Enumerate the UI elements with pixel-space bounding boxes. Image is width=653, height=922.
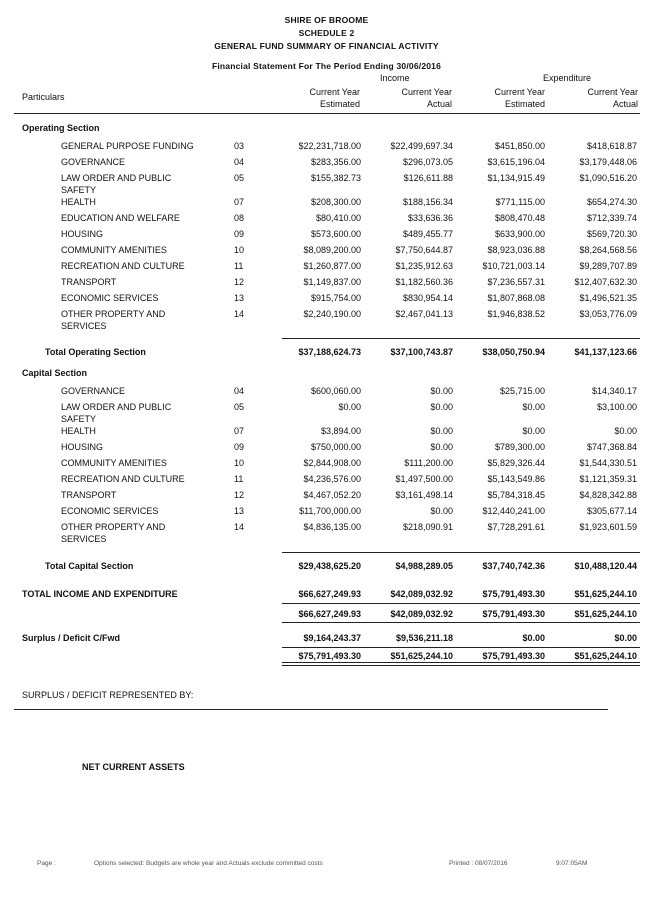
capital-row-code: 07 <box>234 426 245 436</box>
operating-row-value-col3: $10,721,003.14 <box>482 261 545 271</box>
capital-row-label: ECONOMIC SERVICES <box>61 506 159 516</box>
represented-by-label: SURPLUS / DEFICIT REPRESENTED BY: <box>22 690 194 700</box>
expenditure-header: Expenditure <box>543 73 592 83</box>
capital-row-value-col4: $1,121,359.31 <box>579 474 637 484</box>
grand-total-col2: $42,089,032.92 <box>390 589 453 599</box>
capital-row-value-col1: $3,894.00 <box>320 426 361 436</box>
capital-row-value-col3: $0.00 <box>522 426 545 436</box>
operating-row-value-col2: $1,182,560.36 <box>395 277 453 287</box>
col4-header <box>558 86 638 110</box>
capital-row-value-col2: $3,161,498.14 <box>395 490 453 500</box>
col1-header-line2: Estimated <box>319 99 360 109</box>
represented-by-rule <box>14 709 608 710</box>
operating-row-code: 13 <box>234 293 245 303</box>
operating-row-value-col4: $8,264,568.56 <box>579 245 637 255</box>
capital-row-value-col3: $5,784,318.45 <box>487 490 545 500</box>
operating-row-value-col2: $188,156.34 <box>402 197 453 207</box>
capital-row-code: 05 <box>234 402 245 412</box>
operating-row-value-col4: $3,053,776.09 <box>579 309 637 319</box>
operating-row-value-col1: $8,089,200.00 <box>303 245 361 255</box>
capital-row-label: RECREATION AND CULTURE <box>61 474 185 484</box>
surplus-total-col3: $75,791,493.30 <box>482 651 545 661</box>
footer-time: 9:07:05AM <box>556 860 588 867</box>
operating-total-col4: $41,137,123.66 <box>574 347 637 357</box>
operating-row-label: EDUCATION AND WELFARE <box>61 213 180 223</box>
operating-row-value-col1: $1,260,877.00 <box>303 261 361 271</box>
operating-row-value-col1: $1,149,837.00 <box>303 277 361 287</box>
capital-row-code: 04 <box>234 386 245 396</box>
operating-row-value-col3: $3,615,196.04 <box>487 157 545 167</box>
surplus-total-col2: $51,625,244.10 <box>390 651 453 661</box>
capital-total-label: Total Capital Section <box>45 561 134 571</box>
capital-total-col4: $10,488,120.44 <box>574 561 637 571</box>
org-name: SHIRE OF BROOME <box>284 15 369 25</box>
capital-heading: Capital Section <box>22 368 88 378</box>
operating-row-code: 09 <box>234 229 245 239</box>
operating-row-value-col4: $712,339.74 <box>586 213 637 223</box>
capital-row-value-col4: $1,923,601.59 <box>579 522 637 532</box>
operating-row-value-col4: $1,496,521.35 <box>579 293 637 303</box>
capital-row-code: 12 <box>234 490 245 500</box>
operating-row-code: 04 <box>234 157 245 167</box>
grand-total-rule <box>282 603 640 604</box>
operating-row-value-col3: $7,236,557.31 <box>487 277 545 287</box>
operating-row-value-col1: $208,300.00 <box>310 197 361 207</box>
capital-row-value-col3: $0.00 <box>522 402 545 412</box>
capital-row-value-col3: $25,715.00 <box>499 386 545 396</box>
capital-row-value-col1: $4,467,052.20 <box>303 490 361 500</box>
operating-row-label: COMMUNITY AMENITIES <box>61 245 167 255</box>
col4-header-line2: Actual <box>612 99 638 109</box>
operating-row-value-col1: $573,600.00 <box>310 229 361 239</box>
capital-row-value-col3: $7,728,291.61 <box>487 522 545 532</box>
col2-header-line1: Current Year <box>401 87 452 97</box>
operating-total-col2: $37,100,743.87 <box>390 347 453 357</box>
operating-row-code: 08 <box>234 213 245 223</box>
operating-row-value-col3: $808,470.48 <box>494 213 545 223</box>
operating-row-code: 14 <box>234 309 245 319</box>
operating-row-code: 10 <box>234 245 245 255</box>
capital-row-value-col3: $5,829,326.44 <box>487 458 545 468</box>
particulars-header: Particulars <box>22 92 65 102</box>
operating-row-value-col1: $2,240,190.00 <box>303 309 361 319</box>
grand-total-col1: $66,627,249.93 <box>298 589 361 599</box>
operating-row-code: 12 <box>234 277 245 287</box>
operating-row-value-col2: $489,455.77 <box>402 229 453 239</box>
operating-total-col3: $38,050,750.94 <box>482 347 545 357</box>
grand-total-col4: $51,625,244.10 <box>574 589 637 599</box>
capital-row-label: HEALTH <box>61 426 96 436</box>
capital-row-value-col4: $747,368.84 <box>586 442 637 452</box>
operating-row-value-col1: $283,356.00 <box>310 157 361 167</box>
operating-row-code: 11 <box>234 261 244 271</box>
surplus-double-underline <box>282 662 640 666</box>
surplus-total-col4: $51,625,244.10 <box>574 651 637 661</box>
operating-row-code: 03 <box>234 141 245 151</box>
operating-row-value-col4: $9,289,707.89 <box>579 261 637 271</box>
operating-row-label-cont: SERVICES <box>61 321 107 331</box>
operating-row-label: HOUSING <box>61 229 104 239</box>
surplus-col1: $9,164,243.37 <box>303 633 361 643</box>
capital-row-code: 09 <box>234 442 245 452</box>
operating-row-value-col3: $633,900.00 <box>494 229 545 239</box>
grand-total-label: TOTAL INCOME AND EXPENDITURE <box>22 589 178 599</box>
operating-row-value-col1: $155,382.73 <box>310 173 361 183</box>
capital-row-value-col4: $305,677.14 <box>586 506 637 516</box>
operating-row-label: LAW ORDER AND PUBLIC <box>61 173 172 183</box>
col3-header-line2: Estimated <box>504 99 545 109</box>
capital-row-value-col1: $2,844,908.00 <box>303 458 361 468</box>
capital-row-code: 11 <box>234 474 244 484</box>
grand-total-repeat-col2: $42,089,032.92 <box>390 609 453 619</box>
capital-row-value-col4: $1,544,330.51 <box>579 458 637 468</box>
capital-row-label: LAW ORDER AND PUBLIC <box>61 402 172 412</box>
col4-header-line1: Current Year <box>587 87 638 97</box>
operating-row-value-col4: $1,090,516.20 <box>579 173 637 183</box>
operating-row-label: HEALTH <box>61 197 96 207</box>
surplus-rule <box>282 647 640 648</box>
operating-row-value-col2: $2,467,041.13 <box>395 309 453 319</box>
col2-header <box>372 86 452 110</box>
col3-header <box>465 86 545 110</box>
footer-printed: Printed : 08/07/2016 <box>449 860 508 867</box>
operating-row-label-cont: SAFETY <box>61 185 97 195</box>
operating-row-value-col2: $7,750,644.87 <box>395 245 453 255</box>
operating-row-label: TRANSPORT <box>61 277 117 287</box>
operating-row-label: GOVERNANCE <box>61 157 126 167</box>
capital-row-label-cont: SAFETY <box>61 414 97 424</box>
operating-row-value-col1: $22,231,718.00 <box>298 141 361 151</box>
surplus-col2: $9,536,211.18 <box>395 633 453 643</box>
col1-header-line1: Current Year <box>309 87 360 97</box>
operating-total-label: Total Operating Section <box>45 347 146 357</box>
net-current-assets-label: NET CURRENT ASSETS <box>82 762 185 772</box>
operating-row-value-col2: $126,611.88 <box>403 173 453 183</box>
capital-row-value-col2: $0.00 <box>430 386 453 396</box>
operating-row-value-col2: $296,073.05 <box>402 157 453 167</box>
capital-total-col3: $37,740,742.36 <box>482 561 545 571</box>
grand-total-repeat-col4: $51,625,244.10 <box>574 609 637 619</box>
operating-row-value-col4: $654,274.30 <box>586 197 637 207</box>
grand-total-col3: $75,791,493.30 <box>482 589 545 599</box>
capital-row-value-col1: $0.00 <box>338 402 361 412</box>
operating-row-value-col4: $569,720.30 <box>586 229 637 239</box>
col3-header-line1: Current Year <box>494 87 545 97</box>
operating-total-rule <box>282 338 640 339</box>
capital-row-value-col1: $4,836,135.00 <box>303 522 361 532</box>
capital-row-value-col1: $600,060.00 <box>310 386 361 396</box>
operating-row-value-col3: $1,134,915.49 <box>487 173 545 183</box>
report-subtitle: Financial Statement For The Period Ending 30/06/2016 <box>211 61 442 71</box>
grand-total-underline <box>282 622 640 623</box>
capital-row-value-col4: $0.00 <box>614 426 637 436</box>
capital-row-value-col2: $0.00 <box>430 426 453 436</box>
operating-row-value-col3: $1,946,838.52 <box>487 309 545 319</box>
operating-row-value-col2: $22,499,697.34 <box>390 141 453 151</box>
footer-page: Page : <box>37 860 56 867</box>
operating-row-value-col4: $12,407,632.30 <box>574 277 637 287</box>
operating-row-value-col2: $33,636.36 <box>407 213 453 223</box>
col2-header-line2: Actual <box>426 99 452 109</box>
capital-row-code: 10 <box>234 458 245 468</box>
schedule-label: SCHEDULE 2 <box>298 28 355 38</box>
operating-total-col1: $37,188,624.73 <box>298 347 361 357</box>
income-header: Income <box>380 73 410 83</box>
capital-row-value-col2: $0.00 <box>430 402 453 412</box>
capital-row-value-col3: $12,440,241.00 <box>482 506 545 516</box>
operating-row-code: 05 <box>234 173 245 183</box>
operating-row-value-col1: $915,754.00 <box>310 293 361 303</box>
operating-row-label: GENERAL PURPOSE FUNDING <box>61 141 194 151</box>
capital-total-rule <box>282 552 640 553</box>
capital-row-label-cont: SERVICES <box>61 534 107 544</box>
operating-row-value-col1: $80,410.00 <box>315 213 361 223</box>
capital-row-value-col4: $3,100.00 <box>596 402 637 412</box>
capital-row-value-col2: $111,200.00 <box>404 458 453 468</box>
operating-row-value-col4: $3,179,448.06 <box>579 157 637 167</box>
surplus-label: Surplus / Deficit C/Fwd <box>22 633 121 643</box>
operating-row-code: 07 <box>234 197 245 207</box>
operating-row-value-col4: $418,618.87 <box>586 141 637 151</box>
operating-heading: Operating Section <box>22 123 100 133</box>
operating-row-value-col3: $8,923,036.88 <box>487 245 545 255</box>
capital-row-label: TRANSPORT <box>61 490 117 500</box>
grand-total-repeat-col1: $66,627,249.93 <box>298 609 361 619</box>
capital-row-value-col1: $4,236,576.00 <box>303 474 361 484</box>
surplus-col3: $0.00 <box>522 633 545 643</box>
surplus-col4: $0.00 <box>614 633 637 643</box>
operating-row-value-col2: $830,954.14 <box>402 293 453 303</box>
operating-row-label: ECONOMIC SERVICES <box>61 293 159 303</box>
capital-row-value-col2: $1,497,500.00 <box>395 474 453 484</box>
footer-options: Options selected: Budgets are whole year and Actuals exclude committed costs <box>94 860 323 867</box>
capital-row-value-col3: $5,143,549.86 <box>487 474 545 484</box>
surplus-total-col1: $75,791,493.30 <box>298 651 361 661</box>
capital-row-label: HOUSING <box>61 442 104 452</box>
report-title: GENERAL FUND SUMMARY OF FINANCIAL ACTIVITY <box>214 41 439 51</box>
capital-row-code: 13 <box>234 506 245 516</box>
capital-row-label: OTHER PROPERTY AND <box>61 522 166 532</box>
capital-row-value-col2: $218,090.91 <box>402 522 453 532</box>
capital-total-col1: $29,438,625.20 <box>298 561 361 571</box>
capital-row-value-col4: $14,340.17 <box>591 386 637 396</box>
capital-row-value-col2: $0.00 <box>430 506 453 516</box>
capital-row-label: GOVERNANCE <box>61 386 126 396</box>
operating-row-value-col3: $1,807,868.08 <box>487 293 545 303</box>
capital-row-value-col4: $4,828,342.88 <box>579 490 637 500</box>
operating-row-label: OTHER PROPERTY AND <box>61 309 166 319</box>
capital-row-value-col3: $789,300.00 <box>494 442 545 452</box>
header-divider <box>14 113 640 114</box>
col1-header <box>280 86 360 110</box>
operating-row-label: RECREATION AND CULTURE <box>61 261 185 271</box>
grand-total-repeat-col3: $75,791,493.30 <box>482 609 545 619</box>
capital-row-value-col2: $0.00 <box>430 442 453 452</box>
capital-row-value-col1: $11,700,000.00 <box>299 506 361 516</box>
operating-row-value-col3: $451,850.00 <box>494 141 545 151</box>
capital-row-label: COMMUNITY AMENITIES <box>61 458 167 468</box>
capital-row-code: 14 <box>234 522 245 532</box>
capital-row-value-col1: $750,000.00 <box>310 442 361 452</box>
operating-row-value-col3: $771,115.00 <box>495 197 545 207</box>
capital-total-col2: $4,988,289.05 <box>395 561 453 571</box>
operating-row-value-col2: $1,235,912.63 <box>395 261 453 271</box>
